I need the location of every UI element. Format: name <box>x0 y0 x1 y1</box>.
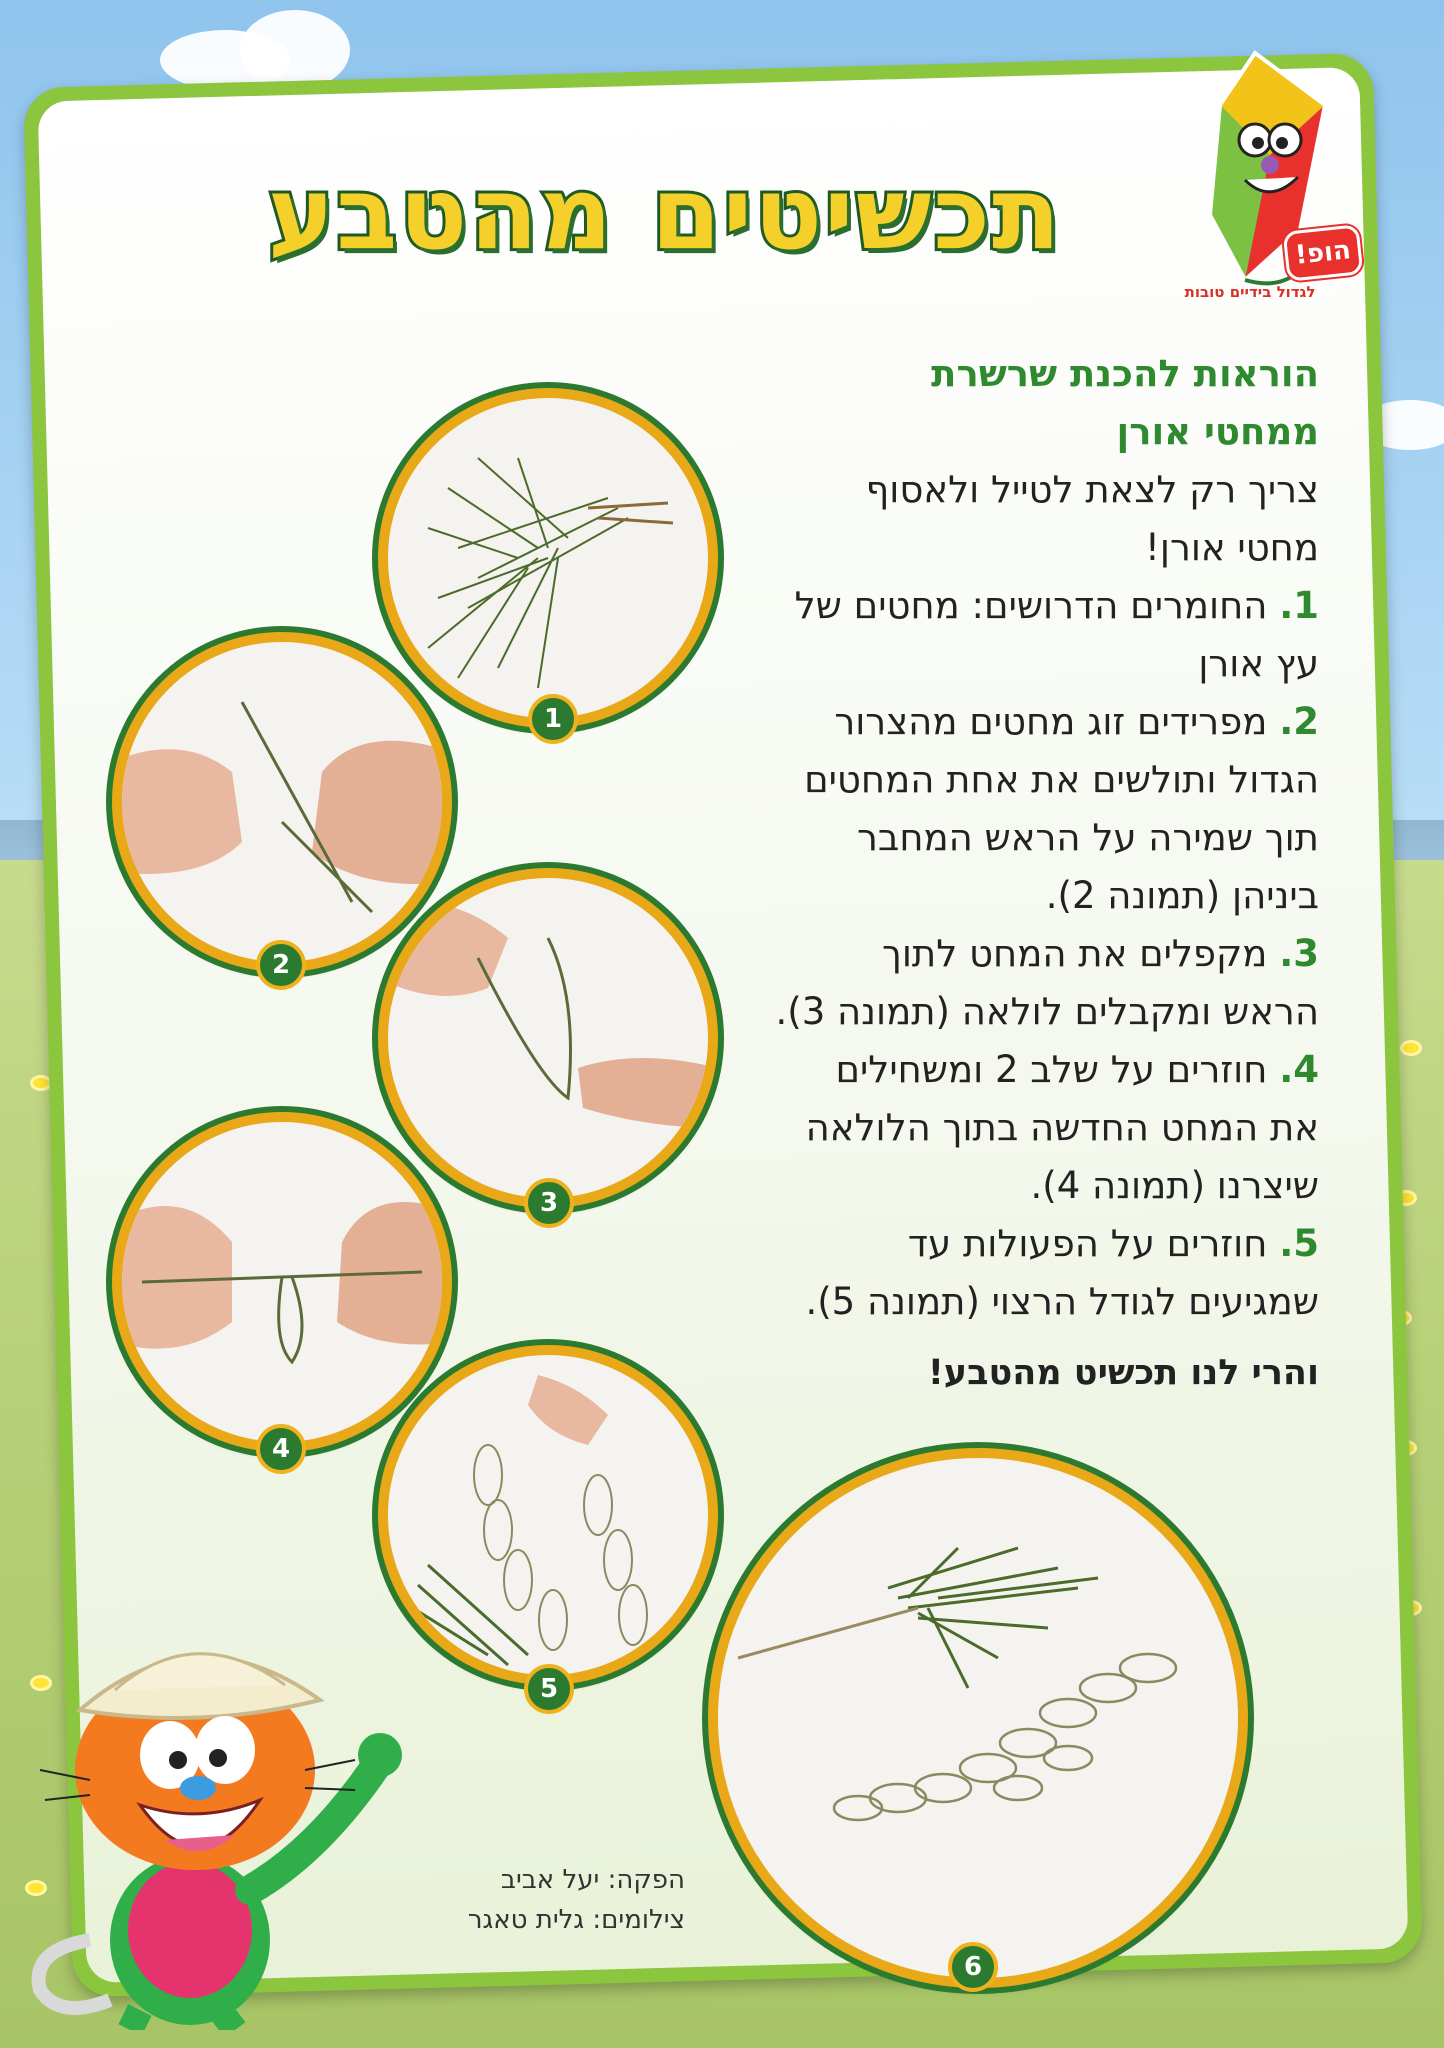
closing-line: והרי לנו תכשיט מהטבע! <box>927 1353 1319 1393</box>
step-text: החומרים הדרושים: מחטים של <box>794 584 1268 627</box>
step-line <box>729 1041 1319 1099</box>
step-line: את המחט החדשה בתוך הלולאה <box>805 1106 1319 1149</box>
heading-line: ממחטי אורן <box>1116 410 1319 453</box>
instructions-heading <box>729 345 1319 461</box>
necklace-icon <box>718 1458 1238 1978</box>
step-number: 5. <box>1279 1222 1319 1265</box>
step-line <box>729 1215 1319 1273</box>
step-3 <box>729 925 1319 1041</box>
step-text: חוזרים על שלב 2 ומשחילים <box>835 1048 1268 1091</box>
step-1 <box>729 577 1319 693</box>
heading-line: הוראות להכנת שרשרת <box>931 352 1319 395</box>
intro-paragraph <box>729 461 1319 577</box>
step-number: 4. <box>1279 1048 1319 1091</box>
intro-line: מחטי אורן! <box>1145 526 1319 569</box>
step-line: הגדול ותולשים את אחת המחטים <box>804 758 1319 801</box>
photo-number-badge: 2 <box>256 940 306 990</box>
step-line: תוך שמירה על הראש המחבר <box>857 816 1319 859</box>
instructions-text <box>729 345 1319 1393</box>
step-line <box>729 693 1319 751</box>
credit-production: הפקה: יעל אביב <box>500 1865 685 1895</box>
photo-finished-necklace <box>708 1448 1248 1988</box>
step-line: ביניהן (תמונה 2). <box>1045 874 1319 917</box>
explorer-cat-mascot-icon <box>20 1590 440 2030</box>
page-title: תכשיטים מהטבע <box>267 155 1063 272</box>
photo-number-badge: 1 <box>528 694 578 744</box>
step-line: עץ אורן <box>1198 642 1319 685</box>
brand-tagline: לגדול בידיים טובות <box>1184 283 1316 301</box>
step-number: 2. <box>1279 700 1319 743</box>
step-4 <box>729 1041 1319 1215</box>
intro-line: צריך רק לצאת לטייל ולאסוף <box>865 468 1319 511</box>
photo-number-badge: 4 <box>256 1424 306 1474</box>
step-line: שמגיעים לגודל הרצוי (תמונה 5). <box>805 1280 1319 1323</box>
step-5 <box>729 1215 1319 1331</box>
step-number: 1. <box>1279 584 1319 627</box>
step-text: חוזרים על הפעולות עד <box>907 1222 1268 1265</box>
step-line <box>729 577 1319 635</box>
photo-number-badge: 3 <box>524 1178 574 1228</box>
cloud <box>240 10 350 90</box>
step-2 <box>729 693 1319 925</box>
step-text: מפרידים זוג מחטים מהצרור <box>834 700 1268 743</box>
flower-icon <box>1400 1040 1422 1056</box>
step-line <box>729 925 1319 983</box>
photo-number-badge: 6 <box>948 1942 998 1992</box>
step-line: שיצרנו (תמונה 4). <box>1030 1164 1319 1207</box>
step-line: הראש ומקבלים לולאה (תמונה 3). <box>775 990 1319 1033</box>
brand-logo: הופ! <box>1283 224 1364 282</box>
step-number: 3. <box>1279 932 1319 975</box>
photo-number-badge: 5 <box>524 1664 574 1714</box>
step-text: מקפלים את המחט לתוך <box>881 932 1268 975</box>
credit-photography: צילומים: גלית טאגר <box>467 1905 685 1935</box>
